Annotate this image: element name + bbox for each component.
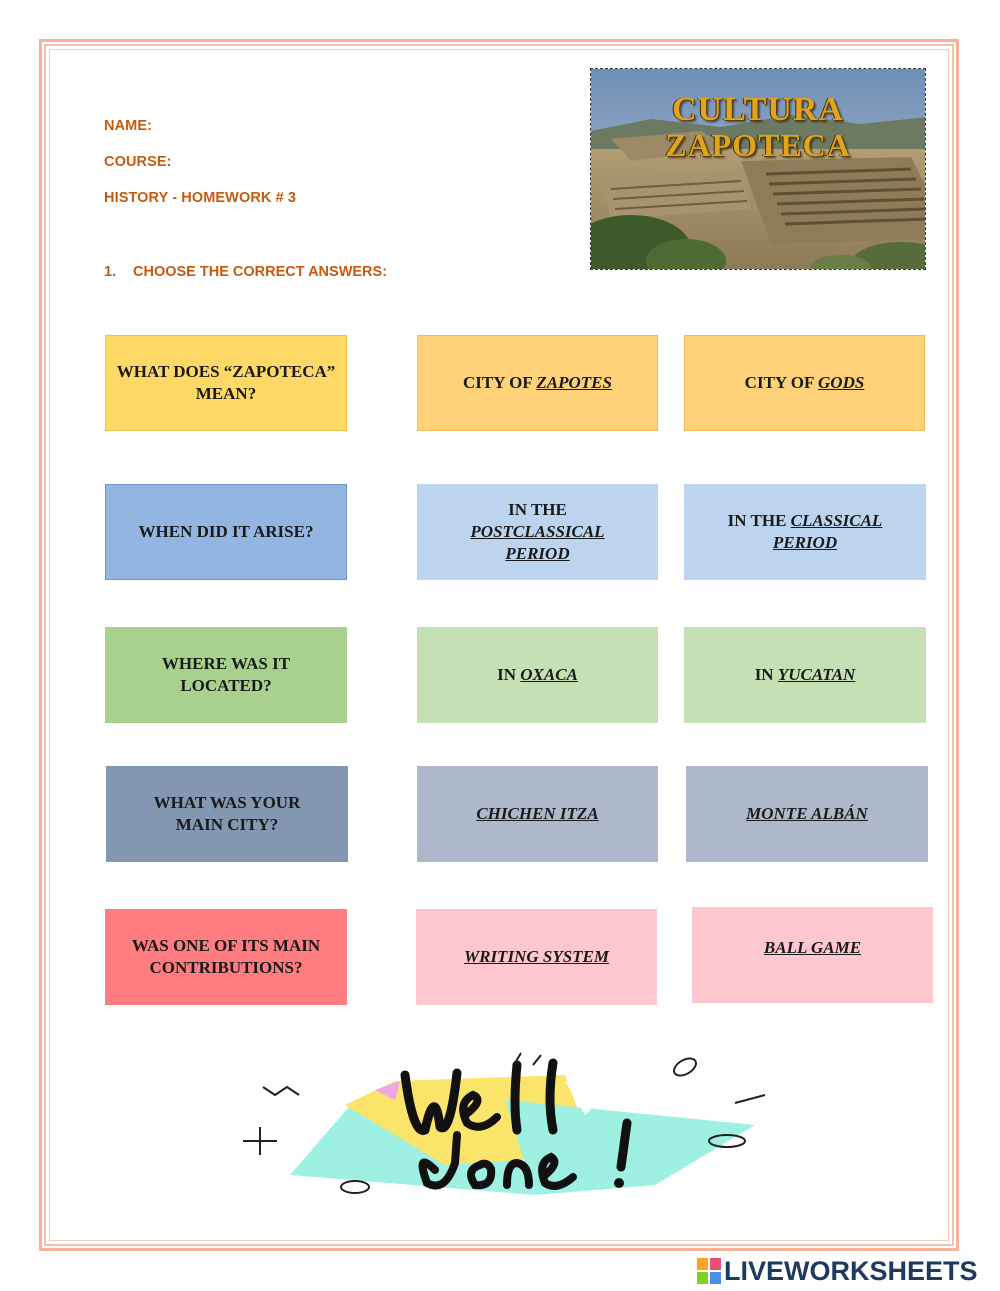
question-2-option-b[interactable] (684, 484, 926, 580)
liveworksheets-logo-icon (697, 1258, 721, 1284)
question-5-option-a[interactable] (416, 909, 657, 1005)
liveworksheets-logo (697, 1256, 978, 1286)
question-3-option-a[interactable] (417, 627, 658, 723)
instruction (104, 264, 387, 280)
question-3-text: WHERE WAS IT LOCATED? (161, 654, 291, 695)
question-5-box (105, 909, 347, 1005)
question-2-text: WHEN DID IT ARISE? (138, 522, 314, 541)
question-5-text: WAS ONE OF ITS MAIN CONTRIBUTIONS? (131, 936, 321, 977)
option-text: CHICHEN ITZA (476, 804, 599, 823)
option-text: WRITING SYSTEM (463, 947, 609, 966)
question-2-option-a[interactable] (417, 484, 658, 580)
name-label: NAME: (104, 118, 153, 134)
question-1-text: WHAT DOES “ZAPOTECA” MEAN? (116, 362, 336, 403)
image-title-line2: ZAPOTECA (665, 127, 851, 163)
option-text: MONTE ALBÁN (746, 804, 868, 823)
option-text: CITY OF ZAPOTES (463, 373, 612, 392)
instruction-text: CHOOSE THE CORRECT ANSWERS: (133, 264, 388, 280)
option-text: BALL GAME (763, 938, 862, 957)
option-text: CITY OF GODS (744, 373, 865, 392)
question-1-option-a[interactable] (417, 335, 658, 431)
option-text: IN YUCATAN (754, 665, 856, 684)
question-2-box (105, 484, 347, 580)
question-3-option-b[interactable] (684, 627, 926, 723)
instruction-number: 1. (104, 264, 117, 280)
image-title-line1: CULTURA (671, 91, 844, 128)
question-4-option-b[interactable] (686, 766, 928, 862)
question-1-box (105, 335, 347, 431)
option-text: IN THE CLASSICAL PERIOD (727, 511, 883, 552)
question-5-option-b[interactable] (692, 907, 933, 1003)
question-4-box (106, 766, 348, 862)
question-3-box (105, 627, 347, 723)
subject-title: HISTORY - HOMEWORK # 3 (104, 190, 297, 206)
question-4-option-a[interactable] (417, 766, 658, 862)
cultura-zapoteca-image (590, 68, 926, 270)
question-1-option-b[interactable] (684, 335, 925, 431)
well-done-graphic (235, 1045, 775, 1205)
liveworksheets-logo-text: LIVEWORKSHEETS (724, 1255, 978, 1286)
course-label: COURSE: (104, 154, 172, 170)
option-text: IN THE POSTCLASSICAL PERIOD (470, 500, 605, 563)
question-4-text: WHAT WAS YOUR MAIN CITY? (153, 793, 301, 834)
option-text: IN OXACA (497, 665, 578, 684)
